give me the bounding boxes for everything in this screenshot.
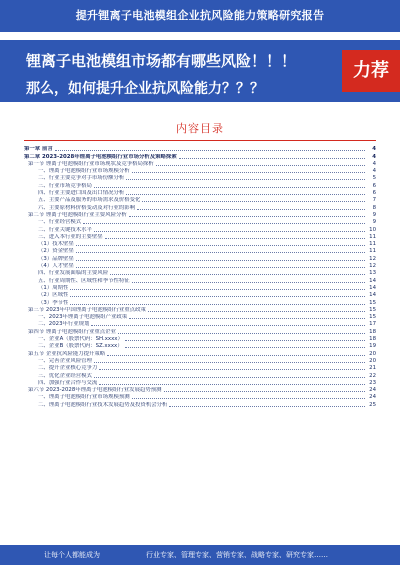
toc-leader-dots — [94, 231, 365, 232]
toc-entry-text: 第一章 前言 — [24, 146, 53, 153]
toc-entry-text: 一、企业A（股票代码：SH.xxxx） — [38, 336, 123, 343]
toc-entry[interactable] — [24, 387, 376, 394]
toc-entry-page: 17 — [369, 321, 376, 328]
footer-roles: 行业专家、管理专家、营销专家、战略专家、研究专家…… — [146, 551, 328, 559]
toc-divider — [24, 140, 376, 141]
toc-leader-dots — [148, 311, 365, 312]
toc-entry-text: 二、提升企业核心竞争力 — [38, 365, 98, 372]
toc-entry-page: 4 — [372, 146, 376, 153]
toc-leader-dots — [132, 398, 365, 399]
toc-entry[interactable] — [24, 343, 376, 350]
toc-entry[interactable] — [24, 219, 376, 226]
toc-entry-page: 7 — [372, 197, 376, 204]
toc-entry[interactable] — [24, 314, 376, 321]
toc-entry[interactable] — [24, 307, 376, 314]
toc-leader-dots — [107, 355, 365, 356]
toc-entry[interactable] — [24, 365, 376, 372]
footer-bar — [0, 545, 400, 565]
toc-entry[interactable] — [24, 234, 376, 241]
toc-entry[interactable] — [24, 204, 376, 211]
toc-entry-text: （2）区域性 — [38, 292, 69, 299]
report-header-title: 提升锂离子电池模组企业抗风险能力策略研究报告 — [75, 9, 325, 22]
toc-entry[interactable] — [24, 336, 376, 343]
toc-entry-text: 第三节 2023年中国锂离子电池模组行业重点政策 — [28, 306, 146, 313]
toc-entry-text: 一、锂离子电池模组行业市场规模预测 — [38, 394, 130, 401]
toc-leader-dots — [169, 406, 365, 407]
toc-entry-page: 8 — [372, 204, 376, 211]
toc-entry-page: 12 — [369, 263, 376, 270]
toc-entry-page: 14 — [369, 277, 376, 284]
toc-entry-page: 6 — [372, 182, 376, 189]
toc-entry-text: 二、2023年行业规划 — [38, 321, 90, 328]
toc-leader-dots — [132, 172, 365, 173]
toc-entry-page: 4 — [372, 160, 376, 167]
toc-entry-page: 19 — [369, 343, 376, 350]
toc-entry[interactable] — [24, 190, 376, 197]
toc-entry[interactable] — [24, 270, 376, 277]
toc-entry-page: 11 — [369, 241, 376, 248]
toc-entry[interactable] — [24, 182, 376, 189]
toc-entry-text: 一、锂离子电池模组行业市场规模分析 — [38, 168, 130, 175]
toc-entry-page: 6 — [372, 190, 376, 197]
toc-entry[interactable] — [24, 146, 376, 153]
toc-leader-dots — [76, 260, 365, 261]
toc-entry-page: 4 — [372, 153, 376, 160]
toc-entry-text: 一、完善企业风险管理 — [38, 357, 92, 364]
toc-entry[interactable] — [24, 197, 376, 204]
toc-entry-page: 23 — [369, 379, 376, 386]
toc-leader-dots — [70, 289, 365, 290]
recommend-badge: 力荐 — [342, 50, 400, 92]
toc-entry[interactable] — [24, 394, 376, 401]
toc-entry-page: 20 — [369, 357, 376, 364]
toc-entry-text: 一、2023年锂离子电池模组产业政策 — [38, 314, 128, 321]
toc-entry-text: 三、优化企业经营模式 — [38, 372, 92, 379]
toc-entry-text: 第二节 锂离子电池模组行业主要风险分析 — [28, 211, 127, 218]
toc-entry-page: 18 — [369, 336, 376, 343]
toc-leader-dots — [125, 347, 365, 348]
toc-entry[interactable] — [24, 168, 376, 175]
toc-entry[interactable] — [24, 241, 376, 248]
toc-leader-dots — [137, 209, 365, 210]
toc-entry-text: 一、行业经营模式 — [38, 219, 82, 226]
toc-entry-text: 四、行业主要进口国及出口情况分析 — [38, 190, 125, 197]
toc-entry-page: 21 — [369, 365, 376, 372]
toc-entry-text: 第六节 2023-2028年锂离子电池模组行业发展趋势预测 — [28, 387, 162, 394]
toc-entry-text: 二、行业关键技术水平 — [38, 226, 92, 233]
toc-entry[interactable] — [24, 285, 376, 292]
toc-entry[interactable] — [24, 292, 376, 299]
toc-entry-text: （3）品牌壁垒 — [38, 255, 74, 262]
toc-entry-page: 9 — [372, 211, 376, 218]
toc-entry-text: 第四节 锂离子电池模组行业重点企业 — [28, 328, 116, 335]
toc-entry-page: 4 — [372, 168, 376, 175]
toc-entry[interactable] — [24, 212, 376, 219]
toc-leader-dots — [70, 296, 365, 297]
toc-entry[interactable] — [24, 226, 376, 233]
report-header-bar — [0, 0, 400, 32]
table-of-contents — [24, 146, 376, 536]
toc-leader-dots — [99, 369, 365, 370]
toc-leader-dots — [105, 238, 365, 239]
toc-leader-dots — [76, 252, 365, 253]
toc-leader-dots — [179, 158, 365, 159]
toc-entry-page: 25 — [369, 401, 376, 408]
toc-entry-text: （4）人才壁垒 — [38, 263, 74, 270]
toc-entry-page: 14 — [369, 284, 376, 291]
toc-entry-text: 三、行业市场竞争格局 — [38, 182, 92, 189]
toc-leader-dots — [55, 150, 365, 151]
toc-entry-page: 14 — [369, 292, 376, 299]
toc-entry-page: 18 — [369, 328, 376, 335]
toc-entry-page: 20 — [369, 350, 376, 357]
toc-entry-page: 15 — [369, 306, 376, 313]
toc-entry-page: 15 — [369, 299, 376, 306]
toc-entry[interactable] — [24, 255, 376, 262]
toc-entry-page: 22 — [369, 372, 376, 379]
footer-slogan: 让每个人都能成为 — [44, 551, 100, 559]
toc-leader-dots — [125, 340, 365, 341]
toc-entry-text: 第二章 2023-2028年锂离子电池模组行业市场分析及策略探索 — [24, 153, 177, 160]
toc-leader-dots — [91, 325, 365, 326]
toc-entry-text: 五、主要产品及服务的市场需求及价格变化 — [38, 197, 141, 204]
toc-entry-page: 13 — [369, 270, 376, 277]
hero-subtitle: 那么，如何提升企业抗风险能力？？？ — [26, 81, 264, 97]
toc-entry-text: 二、企业B（股票代码：SZ.xxxx） — [38, 343, 123, 350]
toc-entry[interactable] — [24, 299, 376, 306]
toc-leader-dots — [76, 267, 365, 268]
toc-leader-dots — [126, 179, 365, 180]
toc-entry-text: 四、加强行业合作与交流 — [38, 379, 98, 386]
toc-entry-page: 5 — [372, 175, 376, 182]
toc-entry-text: 四、行业发展面临的主要风险 — [38, 270, 109, 277]
toc-leader-dots — [129, 318, 365, 319]
toc-entry-page: 24 — [369, 387, 376, 394]
toc-entry[interactable] — [24, 328, 376, 335]
hero-banner — [0, 40, 400, 102]
toc-entry-text: 五、行业周期性、区域性和季节性特征 — [38, 277, 130, 284]
toc-title: 内容目录 — [176, 122, 224, 135]
toc-entry-text: 三、进入本行业的主要壁垒 — [38, 233, 103, 240]
toc-entry[interactable] — [24, 372, 376, 379]
toc-entry[interactable] — [24, 321, 376, 328]
toc-entry-text: 二、锂离子电池模组行业技术发展趋势及投资机会分析 — [38, 401, 168, 408]
toc-leader-dots — [94, 187, 365, 188]
toc-entry-text: 二、行业主要竞争对手市场份额分析 — [38, 175, 125, 182]
toc-leader-dots — [126, 194, 365, 195]
toc-leader-dots — [83, 223, 365, 224]
toc-entry-page: 10 — [369, 226, 376, 233]
toc-entry-text: 第五节 企业抗风险能力提升策略 — [28, 350, 106, 357]
toc-entry-text: （1）周期性 — [38, 284, 69, 291]
toc-leader-dots — [76, 245, 365, 246]
toc-leader-dots — [99, 384, 365, 385]
toc-leader-dots — [129, 216, 365, 217]
toc-entry[interactable] — [24, 248, 376, 255]
toc-leader-dots — [70, 304, 365, 305]
toc-leader-dots — [156, 165, 365, 166]
toc-entry[interactable] — [24, 277, 376, 284]
toc-entry-page: 9 — [372, 219, 376, 226]
toc-entry-text: （3）季节性 — [38, 299, 69, 306]
toc-leader-dots — [110, 274, 365, 275]
toc-entry-page: 11 — [369, 233, 376, 240]
toc-leader-dots — [118, 333, 365, 334]
toc-entry-text: （2）资金壁垒 — [38, 248, 74, 255]
toc-entry-page: 12 — [369, 255, 376, 262]
toc-entry[interactable] — [24, 401, 376, 408]
toc-entry-page: 15 — [369, 314, 376, 321]
toc-entry[interactable] — [24, 161, 376, 168]
toc-entry-text: 六、主要原材料价格变动及对行业的影响 — [38, 204, 136, 211]
toc-entry[interactable] — [24, 350, 376, 357]
toc-entry-page: 11 — [369, 248, 376, 255]
toc-leader-dots — [142, 201, 365, 202]
hero-title: 锂离子电池模组市场都有哪些风险！！！ — [26, 52, 297, 70]
toc-leader-dots — [94, 362, 365, 363]
toc-entry[interactable] — [24, 175, 376, 182]
toc-entry-page: 24 — [369, 394, 376, 401]
toc-leader-dots — [164, 391, 365, 392]
toc-entry[interactable] — [24, 153, 376, 160]
toc-entry[interactable] — [24, 358, 376, 365]
toc-entry-text: 第一节 锂离子电池模组行业市场现状及竞争格局探析 — [28, 160, 154, 167]
toc-entry[interactable] — [24, 380, 376, 387]
toc-leader-dots — [94, 377, 365, 378]
toc-leader-dots — [132, 282, 365, 283]
toc-entry[interactable] — [24, 263, 376, 270]
toc-entry-text: （1）技术壁垒 — [38, 241, 74, 248]
